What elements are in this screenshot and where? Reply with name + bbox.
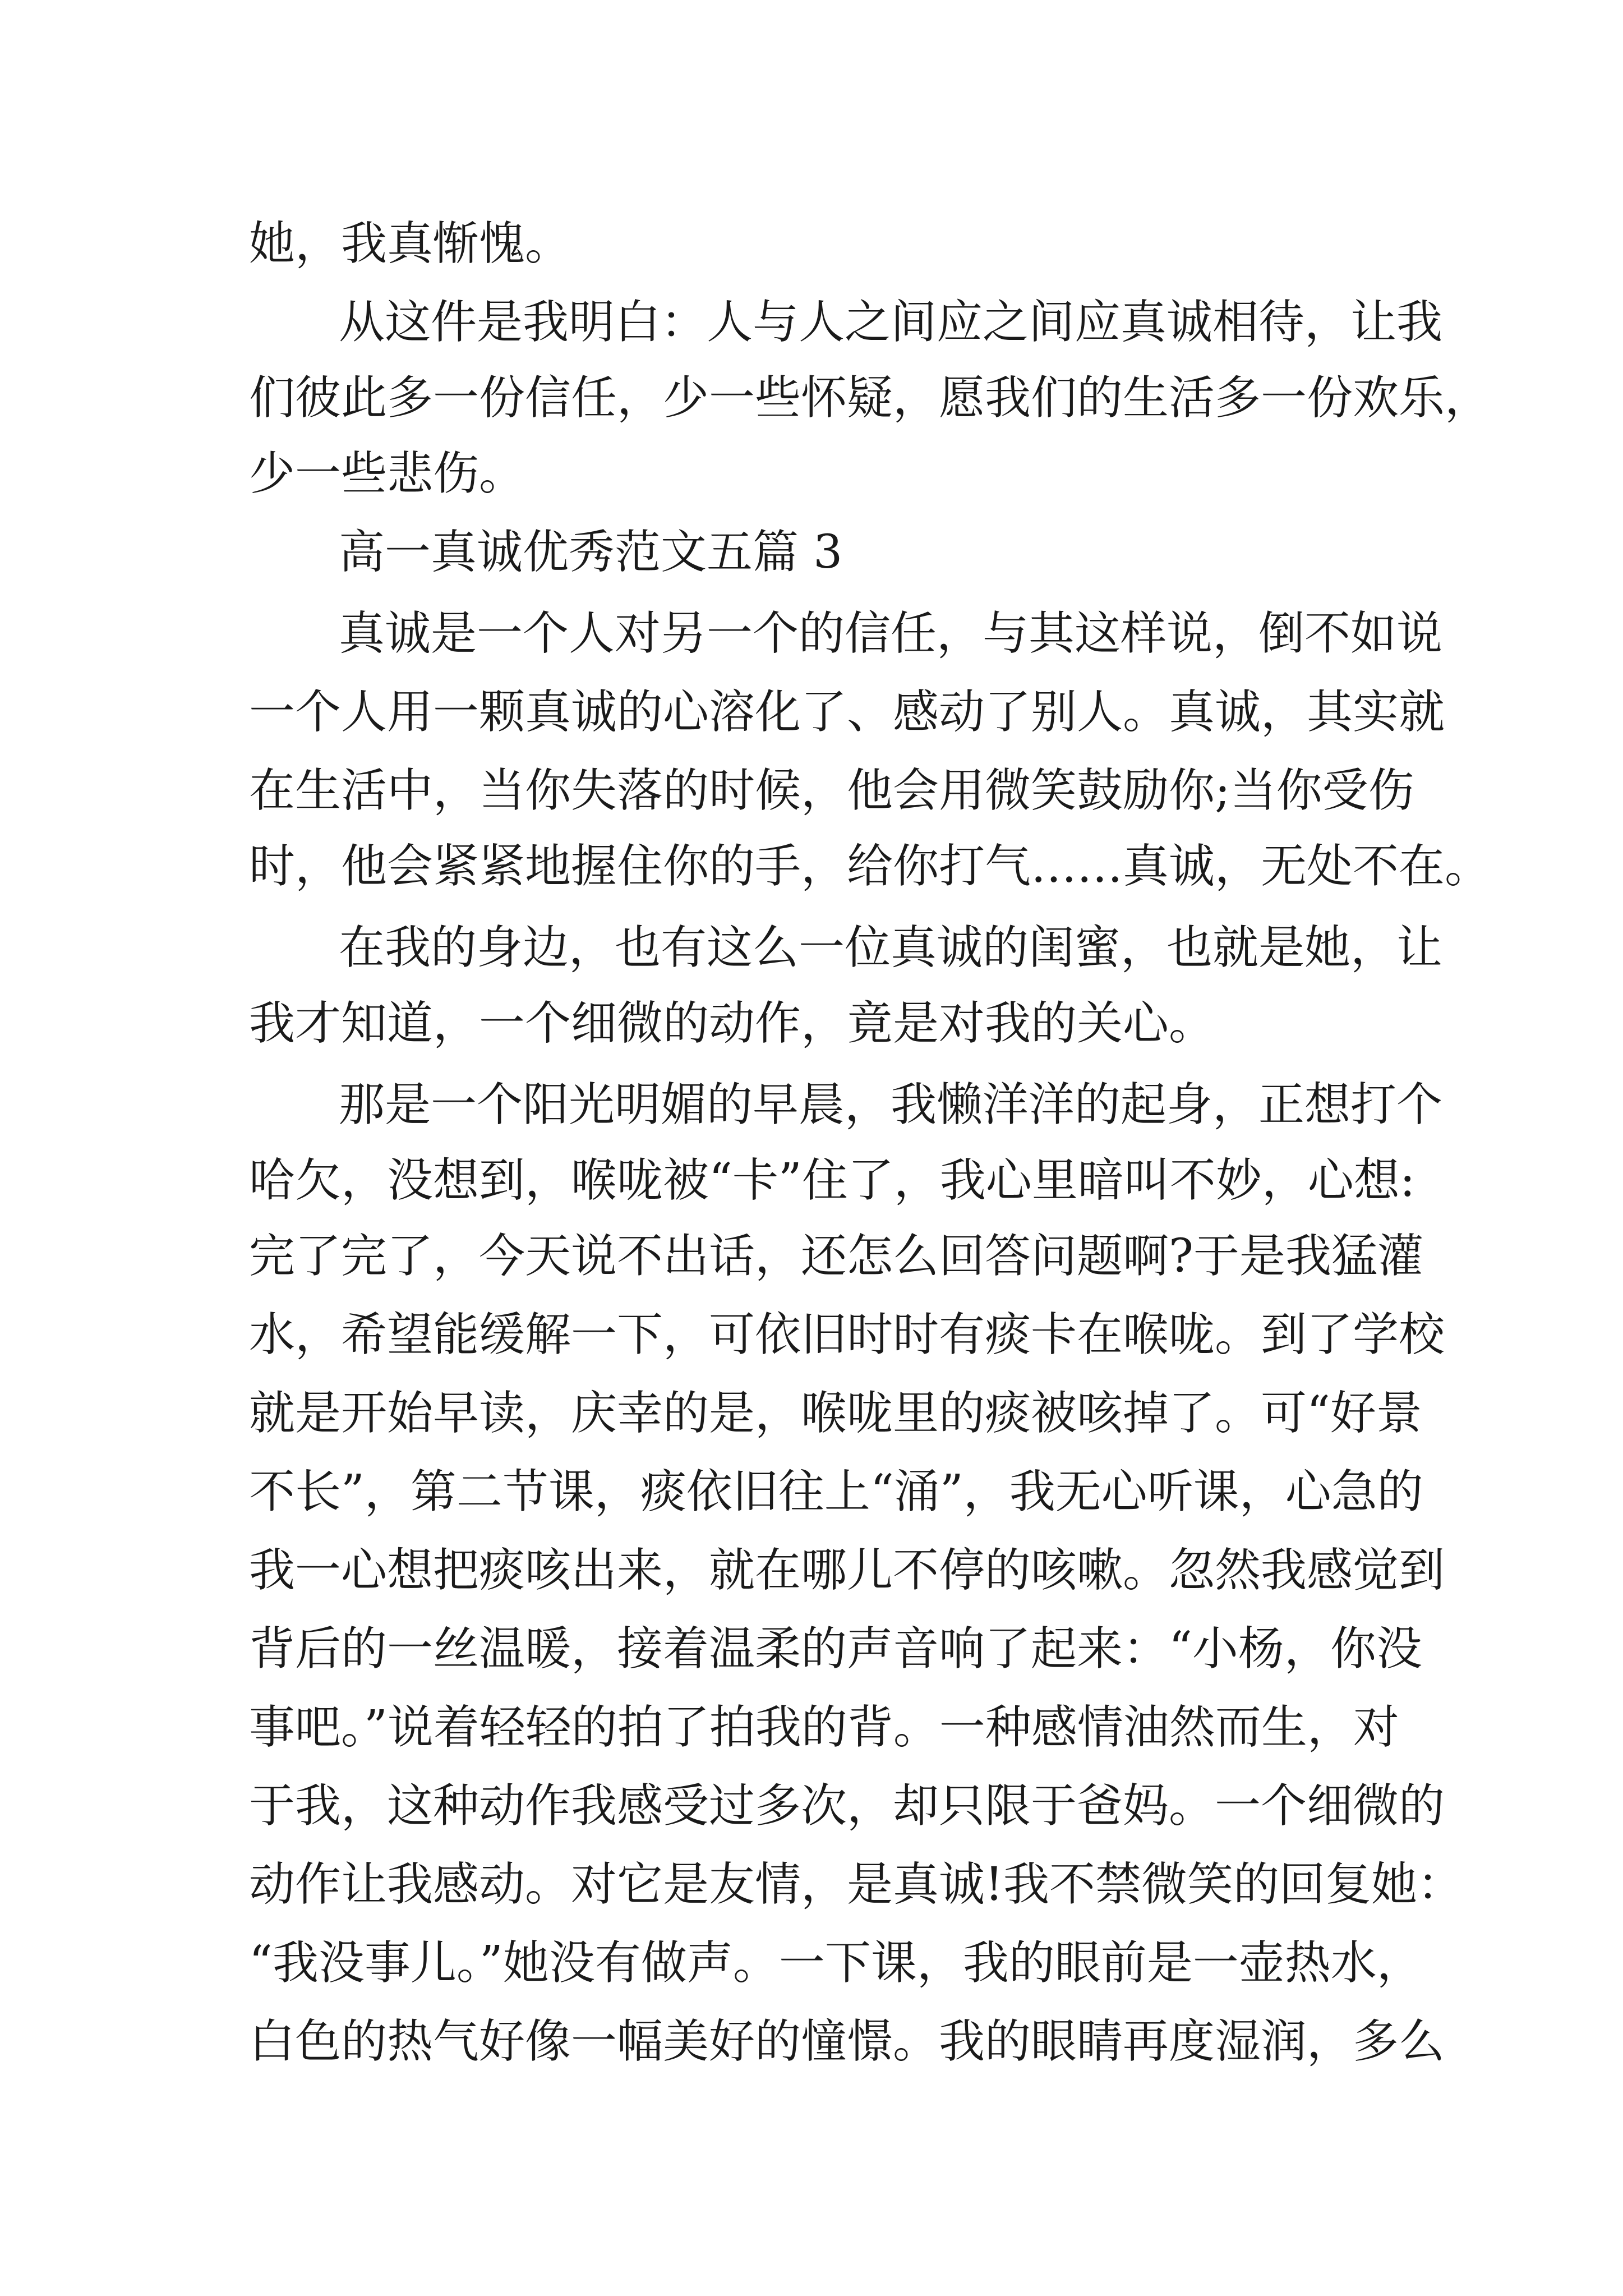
paragraph-line: 我才知道，一个细微的动作，竟是对我的关心。 (249, 997, 1215, 1050)
paragraph-line: 从这件是我明白：人与人之间应之间应真诚相待，让我 (339, 296, 1443, 349)
paragraph-line: 我一心想把痰咳出来，就在哪儿不停的咳嗽。忽然我感觉到 (249, 1544, 1445, 1597)
paragraph-line: 在生活中，当你失落的时候，他会用微笑鼓励你;当你受伤 (249, 764, 1414, 817)
paragraph-line: 哈欠，没想到，喉咙被“卡”住了，我心里暗叫不妙，心想: (249, 1154, 1415, 1207)
paragraph-line: 于我，这种动作我感受过多次，却只限于爸妈。一个细微的 (249, 1779, 1445, 1833)
paragraph-line: 她，我真惭愧。 (249, 217, 571, 270)
paragraph-line: 事吧。”说着轻轻的拍了拍我的背。一种感情油然而生，对 (249, 1701, 1399, 1754)
paragraph-line: 少一些悲伤。 (249, 447, 525, 500)
paragraph-line: 那是一个阳光明媚的早晨，我懒洋洋的起身，正想打个 (339, 1078, 1443, 1131)
paragraph-line: 在我的身边，也有这么一位真诚的闺蜜，也就是她，让 (339, 921, 1443, 974)
paragraph-line: “我没事儿。”她没有做声。一下课，我的眼前是一壶热水， (249, 1936, 1423, 1990)
paragraph-line: 真诚是一个人对另一个的信任，与其这样说，倒不如说 (339, 607, 1443, 660)
paragraph-line: 不长”，第二节课，痰依旧往上“涌”，我无心听课，心急的 (249, 1465, 1423, 1519)
paragraph-line: 动作让我感动。对它是友情，是真诚!我不禁微笑的回复她： (249, 1858, 1463, 1911)
paragraph-line: 白色的热气好像一幅美好的憧憬。我的眼睛再度湿润，多么 (249, 2015, 1445, 2068)
section-heading: 高一真诚优秀范文五篇 3 (339, 526, 843, 579)
paragraph-line: 水，希望能缓解一下，可依旧时时有痰卡在喉咙。到了学校 (249, 1308, 1445, 1361)
paragraph-line: 时，他会紧紧地握住你的手，给你打气……真诚，无处不在。 (249, 840, 1491, 893)
paragraph-line: 背后的一丝温暖，接着温柔的声音响了起来：“小杨，你没 (249, 1622, 1422, 1676)
paragraph-line: 一个人用一颗真诚的心溶化了、感动了别人。真诚，其实就 (249, 685, 1445, 739)
paragraph-line: 们彼此多一份信任，少一些怀疑，愿我们的生活多一份欢乐， (249, 371, 1491, 425)
paragraph-line: 完了完了，今天说不出话，还怎么回答问题啊?于是我猛灌 (249, 1230, 1423, 1283)
paragraph-line: 就是开始早读，庆幸的是，喉咙里的痰被咳掉了。可“好景 (249, 1387, 1422, 1440)
